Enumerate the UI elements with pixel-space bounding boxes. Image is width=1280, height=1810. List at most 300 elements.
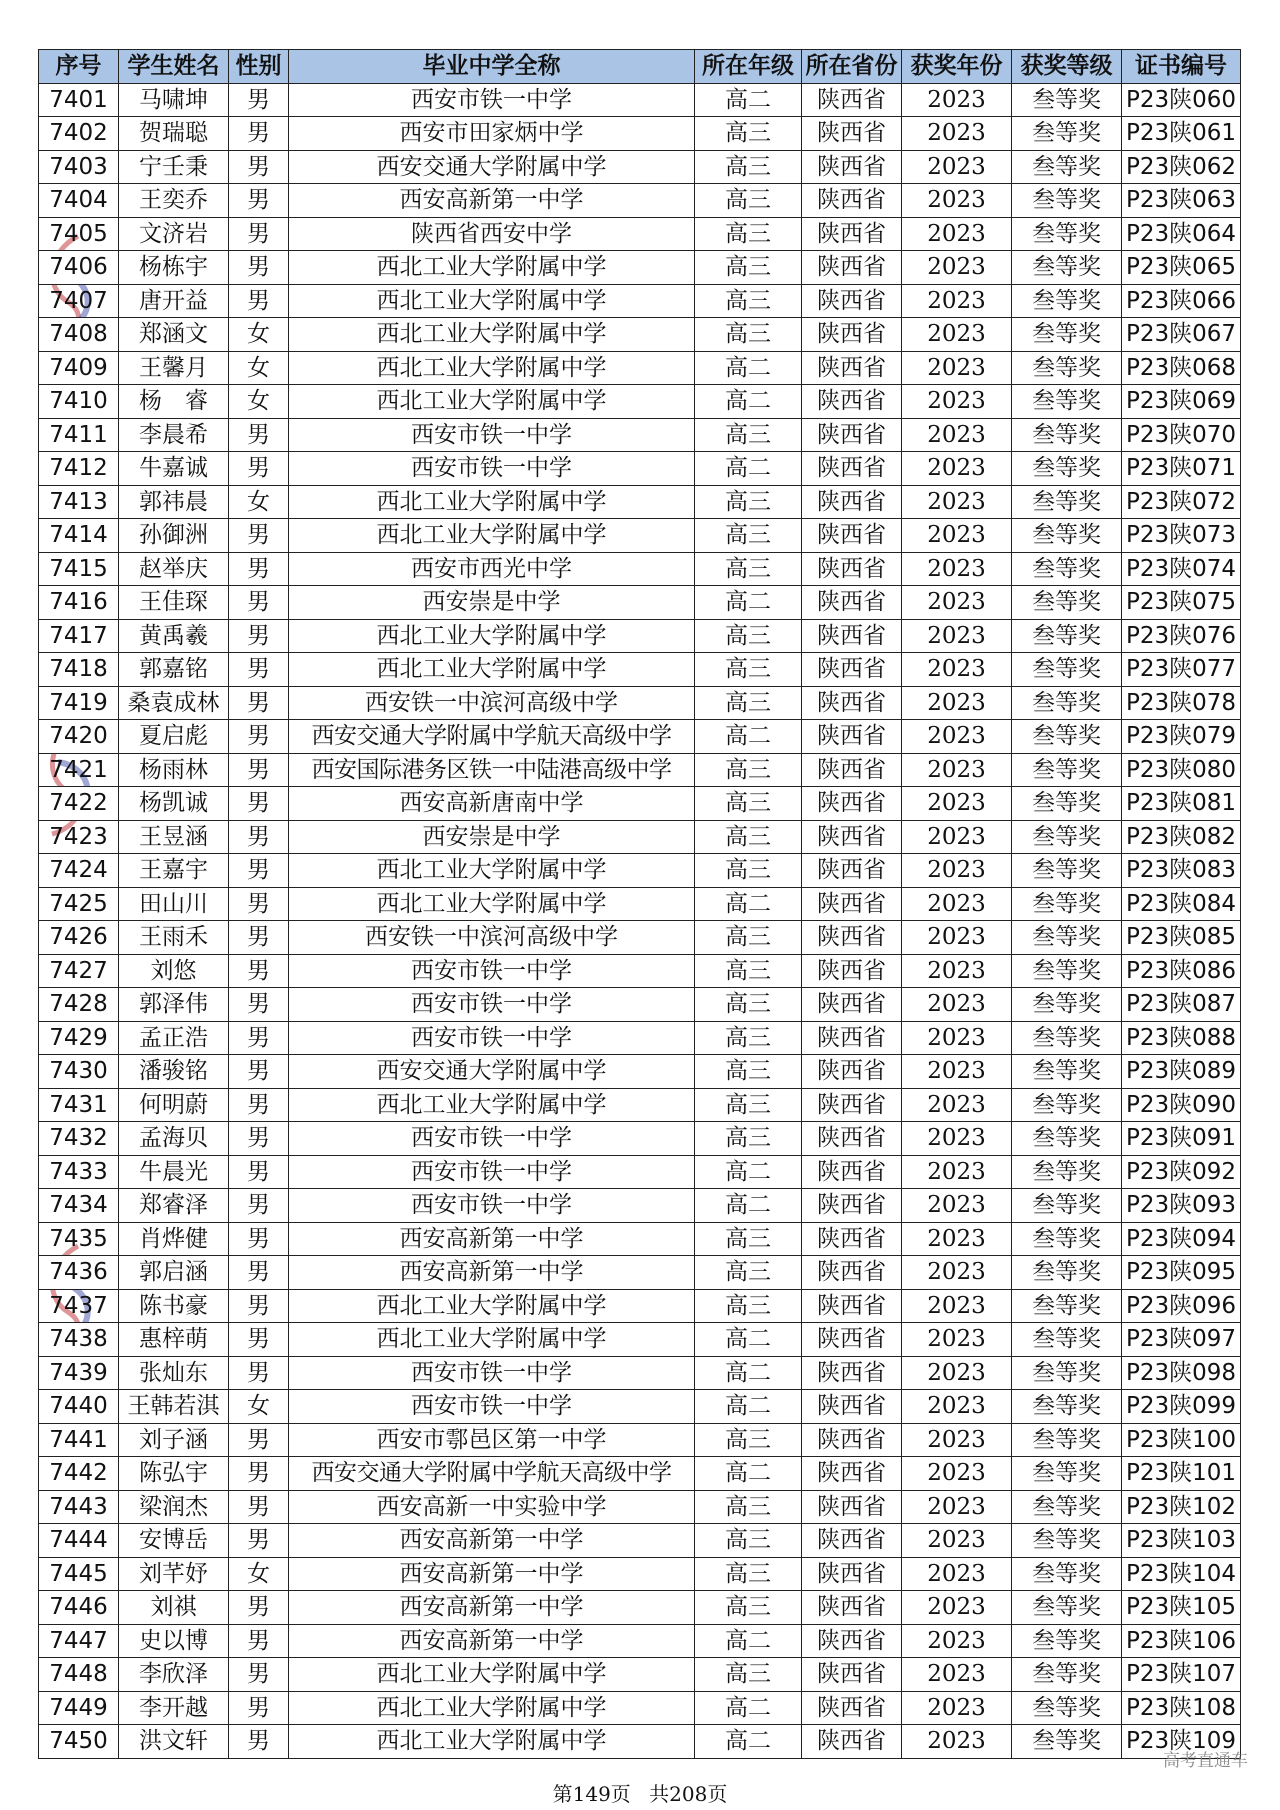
header-gender: 性别 bbox=[229, 50, 289, 84]
cell-province: 陕西省 bbox=[802, 586, 902, 620]
cell-award-level: 叁等奖 bbox=[1012, 184, 1122, 218]
cell-certificate-no: P23陕104 bbox=[1122, 1557, 1241, 1591]
cell-province: 陕西省 bbox=[802, 1256, 902, 1290]
table-body bbox=[39, 83, 1241, 1758]
cell-grade: 高三 bbox=[695, 1289, 802, 1323]
cell-student-name: 李欣泽 bbox=[119, 1658, 229, 1692]
cell-student-name: 惠梓萌 bbox=[119, 1323, 229, 1357]
cell-grade: 高二 bbox=[695, 1390, 802, 1424]
table-row bbox=[39, 1289, 1241, 1323]
cell-award-year: 2023 bbox=[902, 1691, 1012, 1725]
cell-student-name: 马啸坤 bbox=[119, 83, 229, 117]
cell-gender: 男 bbox=[229, 1155, 289, 1189]
cell-student-name: 杨雨林 bbox=[119, 753, 229, 787]
cell-province: 陕西省 bbox=[802, 1557, 902, 1591]
cell-school: 西安市铁一中学 bbox=[289, 1122, 695, 1156]
cell-grade: 高三 bbox=[695, 753, 802, 787]
cell-award-year: 2023 bbox=[902, 619, 1012, 653]
cell-id: 7424 bbox=[39, 854, 119, 888]
cell-province: 陕西省 bbox=[802, 385, 902, 419]
cell-certificate-no: P23陕106 bbox=[1122, 1624, 1241, 1658]
table-row bbox=[39, 1624, 1241, 1658]
cell-award-year: 2023 bbox=[902, 519, 1012, 553]
table-row bbox=[39, 1021, 1241, 1055]
cell-province: 陕西省 bbox=[802, 552, 902, 586]
cell-gender: 男 bbox=[229, 418, 289, 452]
cell-grade: 高三 bbox=[695, 217, 802, 251]
cell-id: 7412 bbox=[39, 452, 119, 486]
cell-certificate-no: P23陕102 bbox=[1122, 1490, 1241, 1524]
cell-gender: 男 bbox=[229, 1088, 289, 1122]
cell-award-level: 叁等奖 bbox=[1012, 318, 1122, 352]
cell-grade: 高二 bbox=[695, 586, 802, 620]
cell-gender: 男 bbox=[229, 619, 289, 653]
cell-certificate-no: P23陕072 bbox=[1122, 485, 1241, 519]
cell-award-level: 叁等奖 bbox=[1012, 452, 1122, 486]
cell-certificate-no: P23陕092 bbox=[1122, 1155, 1241, 1189]
cell-award-level: 叁等奖 bbox=[1012, 1323, 1122, 1357]
cell-id: 7417 bbox=[39, 619, 119, 653]
cell-school: 西安交通大学附属中学 bbox=[289, 1055, 695, 1089]
cell-gender: 男 bbox=[229, 519, 289, 553]
cell-province: 陕西省 bbox=[802, 1423, 902, 1457]
cell-school: 西安市西光中学 bbox=[289, 552, 695, 586]
cell-award-year: 2023 bbox=[902, 351, 1012, 385]
cell-grade: 高二 bbox=[695, 887, 802, 921]
cell-grade: 高三 bbox=[695, 787, 802, 821]
cell-id: 7426 bbox=[39, 921, 119, 955]
cell-certificate-no: P23陕061 bbox=[1122, 117, 1241, 151]
cell-school: 西北工业大学附属中学 bbox=[289, 887, 695, 921]
cell-certificate-no: P23陕076 bbox=[1122, 619, 1241, 653]
cell-school: 西北工业大学附属中学 bbox=[289, 485, 695, 519]
cell-student-name: 安博岳 bbox=[119, 1524, 229, 1558]
cell-certificate-no: P23陕070 bbox=[1122, 418, 1241, 452]
cell-award-year: 2023 bbox=[902, 1222, 1012, 1256]
cell-student-name: 王韩若淇 bbox=[119, 1390, 229, 1424]
cell-student-name: 何明蔚 bbox=[119, 1088, 229, 1122]
cell-award-level: 叁等奖 bbox=[1012, 1289, 1122, 1323]
cell-award-level: 叁等奖 bbox=[1012, 921, 1122, 955]
cell-certificate-no: P23陕065 bbox=[1122, 251, 1241, 285]
cell-certificate-no: P23陕101 bbox=[1122, 1457, 1241, 1491]
cell-award-year: 2023 bbox=[902, 1323, 1012, 1357]
cell-province: 陕西省 bbox=[802, 418, 902, 452]
cell-school: 西北工业大学附属中学 bbox=[289, 1691, 695, 1725]
cell-province: 陕西省 bbox=[802, 720, 902, 754]
cell-school: 西北工业大学附属中学 bbox=[289, 1088, 695, 1122]
cell-id: 7405 bbox=[39, 217, 119, 251]
table-row bbox=[39, 954, 1241, 988]
cell-student-name: 唐开益 bbox=[119, 284, 229, 318]
cell-award-level: 叁等奖 bbox=[1012, 1691, 1122, 1725]
cell-id: 7418 bbox=[39, 653, 119, 687]
cell-certificate-no: P23陕062 bbox=[1122, 150, 1241, 184]
cell-gender: 男 bbox=[229, 1691, 289, 1725]
cell-gender: 男 bbox=[229, 1457, 289, 1491]
cell-award-year: 2023 bbox=[902, 1256, 1012, 1290]
cell-id: 7427 bbox=[39, 954, 119, 988]
cell-award-level: 叁等奖 bbox=[1012, 351, 1122, 385]
cell-grade: 高三 bbox=[695, 1658, 802, 1692]
cell-student-name: 孙御洲 bbox=[119, 519, 229, 553]
cell-school: 西安市铁一中学 bbox=[289, 1356, 695, 1390]
table-row bbox=[39, 1256, 1241, 1290]
cell-gender: 男 bbox=[229, 552, 289, 586]
header-student-name: 学生姓名 bbox=[119, 50, 229, 84]
cell-award-level: 叁等奖 bbox=[1012, 954, 1122, 988]
cell-student-name: 刘祺 bbox=[119, 1591, 229, 1625]
cell-school: 西北工业大学附属中学 bbox=[289, 318, 695, 352]
cell-award-level: 叁等奖 bbox=[1012, 418, 1122, 452]
cell-school: 西安市铁一中学 bbox=[289, 1155, 695, 1189]
cell-certificate-no: P23陕097 bbox=[1122, 1323, 1241, 1357]
cell-gender: 男 bbox=[229, 954, 289, 988]
cell-province: 陕西省 bbox=[802, 485, 902, 519]
cell-province: 陕西省 bbox=[802, 1691, 902, 1725]
cell-gender: 男 bbox=[229, 887, 289, 921]
cell-award-level: 叁等奖 bbox=[1012, 552, 1122, 586]
cell-province: 陕西省 bbox=[802, 686, 902, 720]
cell-grade: 高三 bbox=[695, 318, 802, 352]
cell-award-year: 2023 bbox=[902, 318, 1012, 352]
table-row bbox=[39, 720, 1241, 754]
cell-gender: 男 bbox=[229, 1122, 289, 1156]
cell-award-level: 叁等奖 bbox=[1012, 720, 1122, 754]
cell-certificate-no: P23陕066 bbox=[1122, 284, 1241, 318]
cell-award-level: 叁等奖 bbox=[1012, 988, 1122, 1022]
cell-id: 7413 bbox=[39, 485, 119, 519]
cell-award-level: 叁等奖 bbox=[1012, 1423, 1122, 1457]
cell-certificate-no: P23陕064 bbox=[1122, 217, 1241, 251]
cell-award-year: 2023 bbox=[902, 753, 1012, 787]
cell-award-level: 叁等奖 bbox=[1012, 485, 1122, 519]
cell-student-name: 郭启涵 bbox=[119, 1256, 229, 1290]
cell-student-name: 桑袁成林 bbox=[119, 686, 229, 720]
header-award-year: 获奖年份 bbox=[902, 50, 1012, 84]
cell-school: 西安市铁一中学 bbox=[289, 1189, 695, 1223]
cell-certificate-no: P23陕094 bbox=[1122, 1222, 1241, 1256]
cell-gender: 男 bbox=[229, 83, 289, 117]
cell-grade: 高三 bbox=[695, 820, 802, 854]
cell-award-level: 叁等奖 bbox=[1012, 150, 1122, 184]
cell-grade: 高二 bbox=[695, 452, 802, 486]
cell-gender: 男 bbox=[229, 1524, 289, 1558]
table-row bbox=[39, 1055, 1241, 1089]
cell-grade: 高三 bbox=[695, 1524, 802, 1558]
cell-award-year: 2023 bbox=[902, 1189, 1012, 1223]
cell-certificate-no: P23陕098 bbox=[1122, 1356, 1241, 1390]
header-id: 序号 bbox=[39, 50, 119, 84]
cell-grade: 高二 bbox=[695, 351, 802, 385]
cell-province: 陕西省 bbox=[802, 1189, 902, 1223]
cell-school: 西安铁一中滨河高级中学 bbox=[289, 921, 695, 955]
cell-award-year: 2023 bbox=[902, 1122, 1012, 1156]
header-award-level: 获奖等级 bbox=[1012, 50, 1122, 84]
cell-gender: 男 bbox=[229, 921, 289, 955]
cell-certificate-no: P23陕067 bbox=[1122, 318, 1241, 352]
cell-gender: 男 bbox=[229, 1222, 289, 1256]
cell-certificate-no: P23陕099 bbox=[1122, 1390, 1241, 1424]
cell-id: 7428 bbox=[39, 988, 119, 1022]
cell-student-name: 王嘉宇 bbox=[119, 854, 229, 888]
cell-gender: 男 bbox=[229, 586, 289, 620]
table-row bbox=[39, 1390, 1241, 1424]
cell-id: 7438 bbox=[39, 1323, 119, 1357]
cell-school: 陕西省西安中学 bbox=[289, 217, 695, 251]
table-row bbox=[39, 552, 1241, 586]
cell-grade: 高三 bbox=[695, 284, 802, 318]
cell-province: 陕西省 bbox=[802, 653, 902, 687]
cell-student-name: 王昱涵 bbox=[119, 820, 229, 854]
cell-province: 陕西省 bbox=[802, 1725, 902, 1759]
cell-award-year: 2023 bbox=[902, 418, 1012, 452]
cell-id: 7449 bbox=[39, 1691, 119, 1725]
table-row bbox=[39, 1490, 1241, 1524]
cell-id: 7431 bbox=[39, 1088, 119, 1122]
cell-award-year: 2023 bbox=[902, 988, 1012, 1022]
cell-student-name: 刘子涵 bbox=[119, 1423, 229, 1457]
table-row bbox=[39, 1356, 1241, 1390]
cell-award-year: 2023 bbox=[902, 1021, 1012, 1055]
cell-school: 西北工业大学附属中学 bbox=[289, 854, 695, 888]
cell-province: 陕西省 bbox=[802, 1591, 902, 1625]
cell-gender: 男 bbox=[229, 1256, 289, 1290]
table-row bbox=[39, 1725, 1241, 1759]
cell-id: 7411 bbox=[39, 418, 119, 452]
table-row bbox=[39, 820, 1241, 854]
cell-award-level: 叁等奖 bbox=[1012, 117, 1122, 151]
table-row bbox=[39, 1524, 1241, 1558]
cell-province: 陕西省 bbox=[802, 619, 902, 653]
cell-id: 7401 bbox=[39, 83, 119, 117]
cell-school: 西安高新第一中学 bbox=[289, 1524, 695, 1558]
cell-id: 7442 bbox=[39, 1457, 119, 1491]
cell-award-year: 2023 bbox=[902, 552, 1012, 586]
cell-student-name: 王佳琛 bbox=[119, 586, 229, 620]
cell-certificate-no: P23陕091 bbox=[1122, 1122, 1241, 1156]
cell-gender: 男 bbox=[229, 787, 289, 821]
cell-id: 7415 bbox=[39, 552, 119, 586]
cell-province: 陕西省 bbox=[802, 787, 902, 821]
cell-award-level: 叁等奖 bbox=[1012, 619, 1122, 653]
cell-id: 7425 bbox=[39, 887, 119, 921]
cell-student-name: 杨 睿 bbox=[119, 385, 229, 419]
cell-id: 7445 bbox=[39, 1557, 119, 1591]
cell-gender: 男 bbox=[229, 1591, 289, 1625]
cell-school: 西安崇是中学 bbox=[289, 586, 695, 620]
cell-award-year: 2023 bbox=[902, 921, 1012, 955]
cell-gender: 男 bbox=[229, 854, 289, 888]
cell-award-level: 叁等奖 bbox=[1012, 385, 1122, 419]
cell-certificate-no: P23陕084 bbox=[1122, 887, 1241, 921]
cell-award-year: 2023 bbox=[902, 385, 1012, 419]
cell-school: 西安市铁一中学 bbox=[289, 954, 695, 988]
cell-student-name: 牛晨光 bbox=[119, 1155, 229, 1189]
cell-school: 西安高新第一中学 bbox=[289, 1591, 695, 1625]
table-row bbox=[39, 586, 1241, 620]
cell-student-name: 杨凯诚 bbox=[119, 787, 229, 821]
cell-certificate-no: P23陕107 bbox=[1122, 1658, 1241, 1692]
table-row bbox=[39, 1557, 1241, 1591]
cell-award-year: 2023 bbox=[902, 217, 1012, 251]
cell-id: 7402 bbox=[39, 117, 119, 151]
cell-gender: 男 bbox=[229, 1189, 289, 1223]
cell-award-year: 2023 bbox=[902, 1490, 1012, 1524]
cell-school: 西安交通大学附属中学航天高级中学 bbox=[289, 1457, 695, 1491]
cell-award-year: 2023 bbox=[902, 1356, 1012, 1390]
cell-gender: 男 bbox=[229, 1323, 289, 1357]
cell-province: 陕西省 bbox=[802, 854, 902, 888]
cell-id: 7407 bbox=[39, 284, 119, 318]
cell-certificate-no: P23陕060 bbox=[1122, 83, 1241, 117]
cell-certificate-no: P23陕082 bbox=[1122, 820, 1241, 854]
cell-gender: 男 bbox=[229, 1021, 289, 1055]
cell-province: 陕西省 bbox=[802, 1055, 902, 1089]
cell-id: 7435 bbox=[39, 1222, 119, 1256]
cell-certificate-no: P23陕069 bbox=[1122, 385, 1241, 419]
cell-id: 7446 bbox=[39, 1591, 119, 1625]
cell-id: 7423 bbox=[39, 820, 119, 854]
cell-school: 西安高新第一中学 bbox=[289, 1256, 695, 1290]
cell-award-level: 叁等奖 bbox=[1012, 653, 1122, 687]
cell-certificate-no: P23陕077 bbox=[1122, 653, 1241, 687]
cell-award-year: 2023 bbox=[902, 1289, 1012, 1323]
cell-certificate-no: P23陕108 bbox=[1122, 1691, 1241, 1725]
cell-award-year: 2023 bbox=[902, 184, 1012, 218]
cell-certificate-no: P23陕081 bbox=[1122, 787, 1241, 821]
cell-province: 陕西省 bbox=[802, 1155, 902, 1189]
cell-grade: 高三 bbox=[695, 1222, 802, 1256]
cell-certificate-no: P23陕086 bbox=[1122, 954, 1241, 988]
cell-award-level: 叁等奖 bbox=[1012, 1055, 1122, 1089]
cell-award-level: 叁等奖 bbox=[1012, 586, 1122, 620]
cell-school: 西北工业大学附属中学 bbox=[289, 1725, 695, 1759]
cell-school: 西北工业大学附属中学 bbox=[289, 351, 695, 385]
cell-certificate-no: P23陕090 bbox=[1122, 1088, 1241, 1122]
page-footer bbox=[0, 1778, 1280, 1807]
cell-grade: 高三 bbox=[695, 150, 802, 184]
table-row bbox=[39, 217, 1241, 251]
cell-grade: 高三 bbox=[695, 117, 802, 151]
cell-gender: 男 bbox=[229, 1356, 289, 1390]
cell-student-name: 孟海贝 bbox=[119, 1122, 229, 1156]
cell-certificate-no: P23陕109 bbox=[1122, 1725, 1241, 1759]
cell-province: 陕西省 bbox=[802, 1457, 902, 1491]
cell-grade: 高三 bbox=[695, 653, 802, 687]
cell-award-year: 2023 bbox=[902, 1390, 1012, 1424]
cell-id: 7448 bbox=[39, 1658, 119, 1692]
cell-award-level: 叁等奖 bbox=[1012, 820, 1122, 854]
cell-id: 7422 bbox=[39, 787, 119, 821]
table-row bbox=[39, 887, 1241, 921]
cell-school: 西安市铁一中学 bbox=[289, 452, 695, 486]
cell-grade: 高三 bbox=[695, 619, 802, 653]
table-row bbox=[39, 1088, 1241, 1122]
table-row bbox=[39, 1691, 1241, 1725]
cell-certificate-no: P23陕087 bbox=[1122, 988, 1241, 1022]
cell-award-year: 2023 bbox=[902, 720, 1012, 754]
cell-school: 西安高新第一中学 bbox=[289, 184, 695, 218]
cell-award-level: 叁等奖 bbox=[1012, 1390, 1122, 1424]
cell-gender: 男 bbox=[229, 820, 289, 854]
cell-certificate-no: P23陕068 bbox=[1122, 351, 1241, 385]
cell-award-level: 叁等奖 bbox=[1012, 1155, 1122, 1189]
cell-grade: 高三 bbox=[695, 988, 802, 1022]
cell-gender: 男 bbox=[229, 1658, 289, 1692]
cell-certificate-no: P23陕063 bbox=[1122, 184, 1241, 218]
cell-certificate-no: P23陕095 bbox=[1122, 1256, 1241, 1290]
cell-gender: 男 bbox=[229, 1725, 289, 1759]
cell-id: 7444 bbox=[39, 1524, 119, 1558]
header-province: 所在省份 bbox=[802, 50, 902, 84]
cell-grade: 高三 bbox=[695, 1088, 802, 1122]
cell-gender: 男 bbox=[229, 686, 289, 720]
cell-student-name: 杨栋宇 bbox=[119, 251, 229, 285]
cell-id: 7414 bbox=[39, 519, 119, 553]
table-row bbox=[39, 753, 1241, 787]
cell-grade: 高三 bbox=[695, 1055, 802, 1089]
cell-grade: 高二 bbox=[695, 1189, 802, 1223]
cell-grade: 高三 bbox=[695, 921, 802, 955]
cell-gender: 男 bbox=[229, 1423, 289, 1457]
cell-gender: 男 bbox=[229, 1624, 289, 1658]
cell-award-level: 叁等奖 bbox=[1012, 284, 1122, 318]
cell-grade: 高二 bbox=[695, 1691, 802, 1725]
cell-school: 西安市铁一中学 bbox=[289, 1390, 695, 1424]
cell-award-year: 2023 bbox=[902, 653, 1012, 687]
cell-certificate-no: P23陕078 bbox=[1122, 686, 1241, 720]
cell-student-name: 郑涵文 bbox=[119, 318, 229, 352]
cell-award-year: 2023 bbox=[902, 1524, 1012, 1558]
cell-id: 7403 bbox=[39, 150, 119, 184]
cell-gender: 男 bbox=[229, 653, 289, 687]
cell-award-level: 叁等奖 bbox=[1012, 83, 1122, 117]
table-row bbox=[39, 686, 1241, 720]
cell-student-name: 孟正浩 bbox=[119, 1021, 229, 1055]
cell-school: 西安市铁一中学 bbox=[289, 83, 695, 117]
table-row bbox=[39, 619, 1241, 653]
cell-grade: 高三 bbox=[695, 184, 802, 218]
cell-id: 7439 bbox=[39, 1356, 119, 1390]
cell-certificate-no: P23陕105 bbox=[1122, 1591, 1241, 1625]
cell-student-name: 李开越 bbox=[119, 1691, 229, 1725]
cell-award-level: 叁等奖 bbox=[1012, 1256, 1122, 1290]
cell-grade: 高三 bbox=[695, 954, 802, 988]
cell-award-year: 2023 bbox=[902, 787, 1012, 821]
cell-student-name: 陈书豪 bbox=[119, 1289, 229, 1323]
watermark-text: 高考直通车 bbox=[1163, 1751, 1248, 1771]
cell-student-name: 夏启彪 bbox=[119, 720, 229, 754]
table-row bbox=[39, 1222, 1241, 1256]
cell-id: 7406 bbox=[39, 251, 119, 285]
page-total: 共208页 bbox=[649, 1782, 728, 1806]
cell-award-level: 叁等奖 bbox=[1012, 1088, 1122, 1122]
cell-gender: 男 bbox=[229, 988, 289, 1022]
cell-student-name: 李晨希 bbox=[119, 418, 229, 452]
cell-certificate-no: P23陕088 bbox=[1122, 1021, 1241, 1055]
cell-gender: 男 bbox=[229, 184, 289, 218]
cell-province: 陕西省 bbox=[802, 83, 902, 117]
cell-award-year: 2023 bbox=[902, 1155, 1012, 1189]
cell-school: 西北工业大学附属中学 bbox=[289, 519, 695, 553]
cell-id: 7432 bbox=[39, 1122, 119, 1156]
table-row bbox=[39, 184, 1241, 218]
cell-award-level: 叁等奖 bbox=[1012, 1189, 1122, 1223]
cell-school: 西安交通大学附属中学 bbox=[289, 150, 695, 184]
cell-grade: 高三 bbox=[695, 1490, 802, 1524]
cell-student-name: 刘悠 bbox=[119, 954, 229, 988]
